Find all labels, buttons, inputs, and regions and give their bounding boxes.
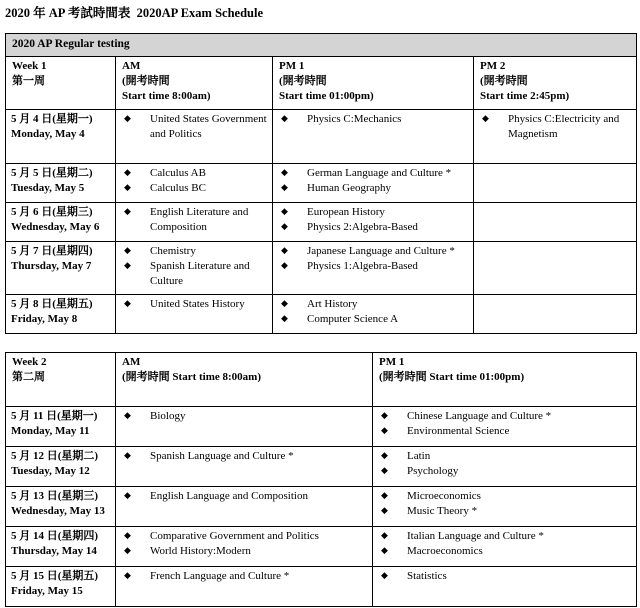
pm1-cell bbox=[373, 487, 637, 527]
header-am-line2: (開考時間 bbox=[122, 74, 170, 87]
pm1-cell bbox=[273, 241, 474, 294]
am-cell bbox=[116, 294, 273, 333]
exam-item bbox=[119, 244, 269, 259]
header-week1 bbox=[6, 56, 116, 109]
exam-name: Physics C:Electricity and Magnetism bbox=[508, 112, 620, 140]
exam-name: French Language and Culture * bbox=[150, 570, 290, 582]
exam-item bbox=[376, 449, 633, 464]
header-am-line3: Start time 8:00am) bbox=[122, 89, 211, 102]
diamond-bullet-icon: ◆ bbox=[124, 571, 131, 581]
exam-item bbox=[119, 181, 269, 196]
diamond-bullet-icon: ◆ bbox=[381, 531, 388, 541]
date-cell bbox=[6, 447, 116, 487]
date-cn: 5 月 4 日(星期一) bbox=[11, 112, 93, 125]
exam-name: Comparative Government and Politics bbox=[150, 530, 319, 542]
exam-name: Spanish Literature and Culture bbox=[150, 259, 250, 287]
diamond-bullet-icon: ◆ bbox=[381, 466, 388, 476]
date-cn: 5 月 14 日(星期四) bbox=[11, 530, 99, 542]
exam-item bbox=[119, 166, 269, 181]
header-am bbox=[116, 56, 273, 109]
diamond-bullet-icon: ◆ bbox=[124, 491, 131, 501]
exam-item bbox=[376, 464, 633, 479]
header-pm2-line3: Start time 2:45pm) bbox=[480, 89, 570, 102]
pm2-cell-empty bbox=[474, 294, 637, 333]
pm1-cell bbox=[273, 109, 474, 163]
pm2-cell-empty bbox=[474, 202, 637, 241]
header-week1-en: Week 1 bbox=[12, 59, 47, 72]
diamond-bullet-icon: ◆ bbox=[482, 113, 489, 124]
exam-name: Environmental Science bbox=[407, 425, 510, 437]
header-pm1-line2: (開考時間 bbox=[279, 74, 327, 87]
exam-name: Physics C:Mechanics bbox=[307, 112, 402, 125]
diamond-bullet-icon: ◆ bbox=[124, 411, 131, 421]
am-cell bbox=[116, 109, 273, 163]
exam-name: Spanish Language and Culture * bbox=[150, 450, 294, 462]
date-en: Monday, May 4 bbox=[11, 127, 85, 140]
diamond-bullet-icon: ◆ bbox=[381, 546, 388, 556]
table-row bbox=[6, 407, 637, 447]
exam-item bbox=[376, 529, 633, 544]
am-cell bbox=[116, 527, 373, 567]
exam-item bbox=[119, 112, 269, 142]
exam-name: Chinese Language and Culture * bbox=[407, 410, 552, 422]
am-cell bbox=[116, 163, 273, 202]
exam-name: United States History bbox=[150, 297, 245, 310]
pm1-cell bbox=[373, 447, 637, 487]
date-cn: 5 月 5 日(星期二) bbox=[11, 166, 93, 179]
exam-name: Latin bbox=[407, 450, 431, 462]
diamond-bullet-icon: ◆ bbox=[124, 245, 131, 256]
exam-name: English Literature and Composition bbox=[150, 205, 249, 233]
am-cell bbox=[116, 487, 373, 527]
exam-name: Computer Science A bbox=[307, 312, 399, 325]
exam-item bbox=[376, 504, 633, 519]
diamond-bullet-icon: ◆ bbox=[381, 506, 388, 516]
exam-name: European History bbox=[307, 205, 385, 218]
pm2-cell-empty bbox=[474, 241, 637, 294]
exam-name: United States Government and Politics bbox=[150, 112, 267, 140]
header-week2-en: Week 2 bbox=[12, 356, 47, 368]
exam-item bbox=[276, 112, 470, 127]
diamond-bullet-icon: ◆ bbox=[281, 206, 288, 217]
pm1-cell bbox=[273, 202, 474, 241]
date-cn: 5 月 6 日(星期三) bbox=[11, 205, 93, 218]
pm2-cell-empty bbox=[474, 163, 637, 202]
week2-table bbox=[5, 352, 637, 607]
header-pm1-line3: Start time 01:00pm) bbox=[279, 89, 374, 102]
exam-item bbox=[276, 166, 470, 181]
exam-item bbox=[376, 489, 633, 504]
date-en: Friday, May 8 bbox=[11, 312, 78, 325]
exam-item bbox=[376, 544, 633, 559]
pm2-cell bbox=[474, 109, 637, 163]
pm1-cell bbox=[373, 567, 637, 607]
exam-name: Chemistry bbox=[150, 244, 196, 257]
header-pm1 bbox=[273, 56, 474, 109]
diamond-bullet-icon: ◆ bbox=[124, 451, 131, 461]
week1-table bbox=[5, 33, 637, 334]
table-row bbox=[6, 487, 637, 527]
date-cell bbox=[6, 109, 116, 163]
exam-name: Physics 2:Algebra-Based bbox=[307, 220, 418, 233]
header-am-line1: AM bbox=[122, 59, 141, 72]
am-cell bbox=[116, 447, 373, 487]
date-cn: 5 月 11 日(星期一) bbox=[11, 410, 98, 422]
exam-name: Biology bbox=[150, 410, 186, 422]
exam-item bbox=[276, 220, 470, 235]
header-am-line1: AM bbox=[122, 356, 141, 368]
exam-name: English Language and Composition bbox=[150, 490, 308, 502]
diamond-bullet-icon: ◆ bbox=[124, 182, 131, 193]
date-cn: 5 月 8 日(星期五) bbox=[11, 297, 93, 310]
exam-item bbox=[276, 259, 470, 274]
table-row bbox=[6, 109, 637, 163]
exam-item bbox=[119, 409, 369, 424]
exam-name: German Language and Culture * bbox=[307, 166, 452, 179]
date-cell bbox=[6, 294, 116, 333]
exam-name: Art History bbox=[307, 297, 358, 310]
date-en: Tuesday, May 5 bbox=[11, 181, 85, 194]
am-cell bbox=[116, 567, 373, 607]
pm1-cell bbox=[273, 294, 474, 333]
exam-name: Music Theory * bbox=[407, 505, 478, 517]
table-row bbox=[6, 202, 637, 241]
exam-item bbox=[276, 244, 470, 259]
exam-name: Macroeconomics bbox=[407, 545, 483, 557]
diamond-bullet-icon: ◆ bbox=[124, 546, 131, 556]
header-week1-cn: 第一周 bbox=[12, 74, 45, 87]
table-row bbox=[6, 241, 637, 294]
diamond-bullet-icon: ◆ bbox=[281, 167, 288, 178]
exam-item bbox=[119, 529, 369, 544]
exam-item bbox=[119, 297, 269, 312]
table-row bbox=[6, 567, 637, 607]
exam-name: Calculus AB bbox=[150, 166, 206, 179]
am-cell bbox=[116, 241, 273, 294]
exam-item bbox=[376, 569, 633, 584]
exam-name: Human Geography bbox=[307, 181, 392, 194]
diamond-bullet-icon: ◆ bbox=[124, 206, 131, 217]
date-cell bbox=[6, 567, 116, 607]
pm1-cell bbox=[373, 527, 637, 567]
diamond-bullet-icon: ◆ bbox=[381, 411, 388, 421]
diamond-bullet-icon: ◆ bbox=[124, 167, 131, 178]
diamond-bullet-icon: ◆ bbox=[281, 221, 288, 232]
exam-name: Psychology bbox=[407, 465, 459, 477]
diamond-bullet-icon: ◆ bbox=[281, 260, 288, 271]
date-en: Wednesday, May 13 bbox=[11, 504, 105, 517]
am-cell bbox=[116, 202, 273, 241]
exam-item bbox=[276, 181, 470, 196]
diamond-bullet-icon: ◆ bbox=[281, 298, 288, 309]
header-pm2 bbox=[474, 56, 637, 109]
pm1-cell bbox=[273, 163, 474, 202]
date-en: Friday, May 15 bbox=[11, 584, 83, 597]
header-pm2-line1: PM 2 bbox=[480, 59, 506, 72]
date-cn: 5 月 7 日(星期四) bbox=[11, 244, 93, 257]
diamond-bullet-icon: ◆ bbox=[124, 113, 131, 124]
date-en: Thursday, May 7 bbox=[11, 259, 92, 272]
diamond-bullet-icon: ◆ bbox=[281, 313, 288, 324]
header-week2 bbox=[6, 353, 116, 407]
header-pm1-line2: (開考時間 Start time 01:00pm) bbox=[379, 370, 525, 383]
diamond-bullet-icon: ◆ bbox=[281, 245, 288, 256]
exam-item bbox=[119, 259, 269, 289]
diamond-bullet-icon: ◆ bbox=[281, 182, 288, 193]
date-cn: 5 月 12 日(星期二) bbox=[11, 450, 99, 462]
exam-item bbox=[276, 205, 470, 220]
date-cell bbox=[6, 163, 116, 202]
exam-name: Statistics bbox=[407, 570, 447, 582]
date-cn: 5 月 15 日(星期五) bbox=[11, 570, 99, 582]
exam-item bbox=[376, 424, 633, 439]
date-cell bbox=[6, 527, 116, 567]
exam-item bbox=[119, 569, 369, 584]
diamond-bullet-icon: ◆ bbox=[381, 451, 388, 461]
date-en: Wednesday, May 6 bbox=[11, 220, 100, 233]
header-week2-cn: 第二周 bbox=[12, 370, 45, 383]
exam-name: World History:Modern bbox=[150, 545, 251, 557]
exam-name: Microeconomics bbox=[407, 490, 481, 502]
exam-name: Calculus BC bbox=[150, 181, 206, 194]
exam-item bbox=[119, 449, 369, 464]
exam-item bbox=[119, 489, 369, 504]
exam-item bbox=[276, 312, 470, 327]
header-pm1-line1: PM 1 bbox=[379, 356, 405, 368]
diamond-bullet-icon: ◆ bbox=[381, 571, 388, 581]
header-pm1 bbox=[373, 353, 637, 407]
exam-item bbox=[276, 297, 470, 312]
diamond-bullet-icon: ◆ bbox=[381, 426, 388, 436]
exam-name: Italian Language and Culture * bbox=[407, 530, 544, 542]
header-pm1-line1: PM 1 bbox=[279, 59, 305, 72]
table-row bbox=[6, 527, 637, 567]
table-row bbox=[6, 163, 637, 202]
exam-name: Physics 1:Algebra-Based bbox=[307, 259, 418, 272]
table-row bbox=[6, 294, 637, 333]
exam-item bbox=[119, 544, 369, 559]
diamond-bullet-icon: ◆ bbox=[124, 531, 131, 541]
am-cell bbox=[116, 407, 373, 447]
date-cn: 5 月 13 日(星期三) bbox=[11, 490, 99, 502]
date-cell bbox=[6, 241, 116, 294]
header-am-line2: (開考時間 Start time 8:00am) bbox=[122, 370, 261, 383]
table-row bbox=[6, 447, 637, 487]
date-cell bbox=[6, 407, 116, 447]
exam-item bbox=[477, 112, 633, 142]
regular-testing-band: 2020 AP Regular testing bbox=[6, 34, 637, 57]
header-pm2-line2: (開考時間 bbox=[480, 74, 528, 87]
exam-item bbox=[376, 409, 633, 424]
pm1-cell bbox=[373, 407, 637, 447]
date-cell bbox=[6, 487, 116, 527]
date-cell bbox=[6, 202, 116, 241]
page-title: 2020 年 AP 考試時間表 2020AP Exam Schedule bbox=[5, 6, 263, 20]
header-am bbox=[116, 353, 373, 407]
exam-name: Japanese Language and Culture * bbox=[307, 244, 455, 257]
diamond-bullet-icon: ◆ bbox=[124, 298, 131, 309]
diamond-bullet-icon: ◆ bbox=[281, 113, 288, 124]
exam-item bbox=[119, 205, 269, 235]
diamond-bullet-icon: ◆ bbox=[124, 260, 131, 271]
date-en: Thursday, May 14 bbox=[11, 544, 97, 557]
date-en: Tuesday, May 12 bbox=[11, 464, 90, 477]
date-en: Monday, May 11 bbox=[11, 424, 90, 437]
diamond-bullet-icon: ◆ bbox=[381, 491, 388, 501]
